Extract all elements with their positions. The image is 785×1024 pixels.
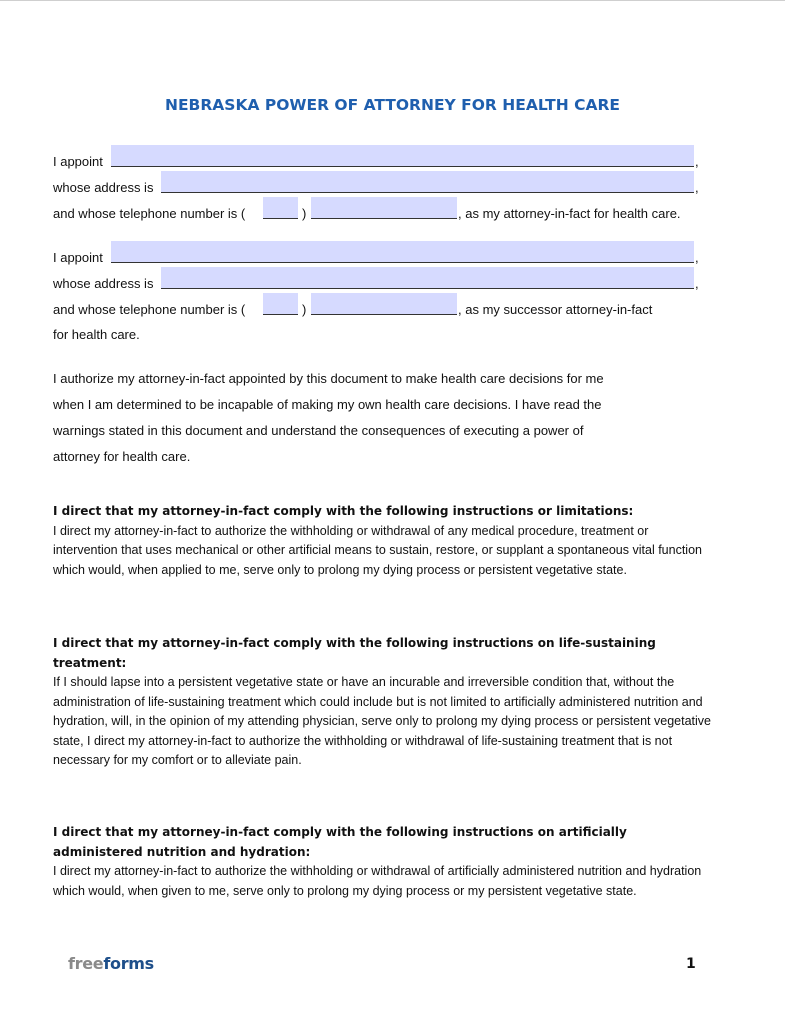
agent-address-label: whose address is: [53, 180, 154, 195]
section-body: I direct my attorney-in-fact to authorize the withholding or withdrawal of artificially administered nutrition and hydration which would, when given to me, serve only to prolong my dying process or my persistent vegetative state.: [53, 864, 702, 898]
section-heading: I direct that my attorney-in-fact comply with the following instructions on artificially administered nutrition and hydration:: [53, 825, 627, 859]
agent-phone-field[interactable]: [311, 197, 457, 219]
agent-phone-close: ): [302, 206, 307, 221]
successor-phone-field[interactable]: [311, 293, 457, 315]
freeforms-logo[interactable]: [68, 954, 154, 973]
page-top-border: [0, 0, 785, 1]
authorization-line: attorney for health care.: [53, 449, 191, 464]
successor-phone-close: ): [302, 302, 307, 317]
authorization-paragraph: [53, 366, 713, 470]
agent-name-field[interactable]: [111, 145, 694, 167]
logo-forms-text: forms: [103, 954, 154, 973]
successor-name-comma: ,: [695, 250, 699, 265]
authorization-line: warnings stated in this document and understand the consequences of executing a power of: [53, 423, 584, 438]
agent-address-field[interactable]: [161, 171, 694, 193]
agent-address-comma: ,: [695, 180, 699, 195]
page-number: 1: [686, 956, 696, 972]
section-heading: I direct that my attorney-in-fact comply with the following instructions or limitations:: [53, 504, 634, 518]
agent-appoint-label: I appoint: [53, 154, 103, 169]
successor-role-text: , as my successor attorney-in-fact: [458, 302, 653, 317]
successor-area-code-field[interactable]: [263, 293, 298, 315]
instructions-limitations-section: [53, 502, 713, 580]
successor-appoint-label: I appoint: [53, 250, 103, 265]
agent-phone-label: and whose telephone number is (: [53, 206, 246, 221]
agent-area-code-field[interactable]: [263, 197, 298, 219]
successor-name-field[interactable]: [111, 241, 694, 263]
agent-role-text: , as my attorney-in-fact for health care.: [458, 206, 681, 221]
authorization-line: I authorize my attorney-in-fact appointed by this document to make health care decisions for me: [53, 371, 604, 386]
logo-free-text: free: [68, 954, 104, 973]
successor-phone-label: and whose telephone number is (: [53, 302, 246, 317]
agent-name-comma: ,: [695, 154, 699, 169]
section-body: If I should lapse into a persistent vegetative state or have an incurable and irreversible condition that, without the administration of life-sustaining treatment which could include but is not limited to artificially administered nutrition and hydration, will, in the opinion of my attending physician, serve only to prolong my dying process or persistent vegetative state, I direct my attorney-in-fact to authorize the withholding or withdrawal of life-sustaining treatment that is not necessary for my comfort or to alleviate pain.: [53, 675, 711, 767]
authorization-line: when I am determined to be incapable of making my own health care decisions. I have read the: [53, 397, 602, 412]
successor-role-text-cont: for health care.: [53, 327, 140, 342]
successor-address-label: whose address is: [53, 276, 154, 291]
successor-address-field[interactable]: [161, 267, 694, 289]
nutrition-hydration-section: [53, 823, 713, 901]
document-title: NEBRASKA POWER OF ATTORNEY FOR HEALTH CARE: [165, 96, 620, 114]
successor-address-comma: ,: [695, 276, 699, 291]
life-sustaining-section: [53, 634, 713, 771]
section-body: I direct my attorney-in-fact to authorize the withholding or withdrawal of any medical procedure, treatment or intervention that uses mechanical or other artificial means to sustain, restore, or supplant a spontaneous vital function which would, when applied to me, serve only to prolong my dying process or persistent vegetative state.: [53, 523, 702, 577]
section-heading: I direct that my attorney-in-fact comply with the following instructions on life-sustaining treatment:: [53, 636, 656, 670]
